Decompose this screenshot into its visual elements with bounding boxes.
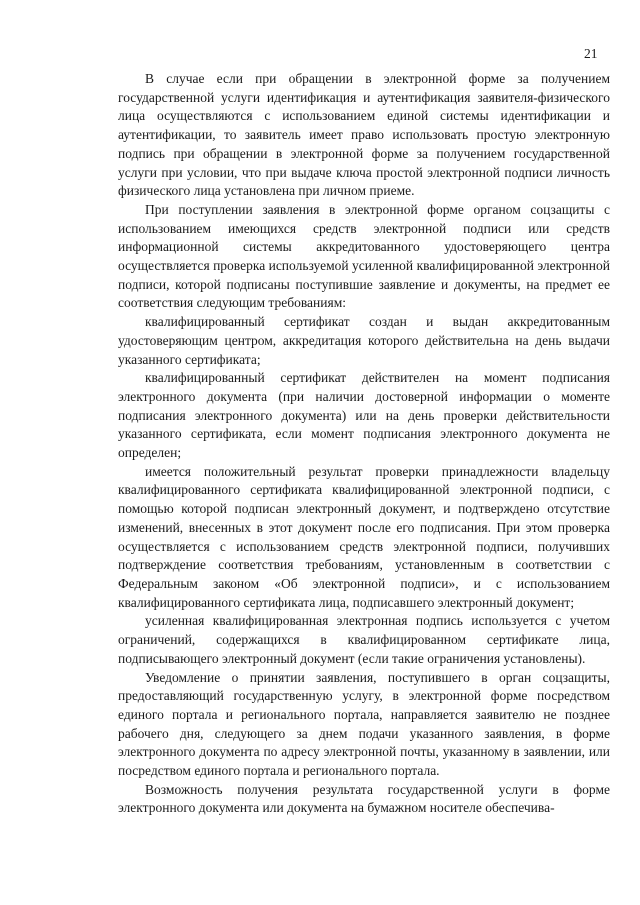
paragraph-signature-verification: При поступлении заявления в электронной форме органом соцзащиты с использованием имеющихся средств электронной подписи или средств информационной системы аккредитованного удостоверяющего центра осуществляется проверка используемой усиленной квалифицированной электронной подписи, которой подписаны поступившие заявление и документы, на предмет ее соответствия следующим требованиям: xyxy=(118,201,610,311)
requirement-certificate-issued: квалифицированный сертификат создан и выдан аккредитованным удостоверяющим центром, аккредитация которого действительна на день выдачи указанного сертификата; xyxy=(118,314,610,367)
requirement-certificate-valid: квалифицированный сертификат действителен на момент подписания электронного документа (при наличии достоверной информации о моменте подписания электронного документа) или на день проверки действительности указанного сертификата, если момент подписания электронного документа не определен; xyxy=(118,370,610,461)
requirement-limitations: усиленная квалифицированная электронная подпись используется с учетом ограничений, содержащихся в квалифицированном сертификате лица, подписывающего электронный документ (если такие ограничения установлены). xyxy=(118,613,610,666)
page-number: 21 xyxy=(584,46,598,61)
paragraph-result-delivery: Возможность получения результата государственной услуги в форме электронного документа или документа на бумажном носителе обеспечива- xyxy=(118,781,610,816)
paragraph-acceptance-notice: Уведомление о принятии заявления, поступившего в орган соцзащиты, предоставляющий государственную услугу, в электронной форме посредством единого портала и регионального портала, направляется заявителю не позднее рабочего дня, следующего за днем подачи указанного заявления, в форме электронного документа по адресу электронной почты, указанному в заявлении, или посредством единого портала и регионального портала. xyxy=(118,669,610,779)
document-body xyxy=(118,70,610,818)
requirement-ownership-check: имеется положительный результат проверки принадлежности владельцу квалифицированного сертификата квалифицированной электронной подписи, с помощью которой подписан электронный документ, и подтверждено отсутствие изменений, внесенных в этот документ после его подписания. При этом проверка осуществляется с использованием средств электронной подписи, получивших подтверждение соответствия требованиям, установленным в соответствии с Федеральным законом «Об электронной подписи», и с использованием квалифицированного сертификата лица, подписавшего электронный документ; xyxy=(118,463,610,610)
paragraph-simple-signature: В случае если при обращении в электронной форме за получением государственной услуги идентификация и аутентификация заявителя-физического лица осуществляются с использованием единой системы идентификации и аутентификации, то заявитель имеет право использовать простую электронную подпись при обращении в электронной форме за получением государственной услуги при условии, что при выдаче ключа простой электронной подписи личность физического лица установлена при личном приеме. xyxy=(118,71,610,199)
